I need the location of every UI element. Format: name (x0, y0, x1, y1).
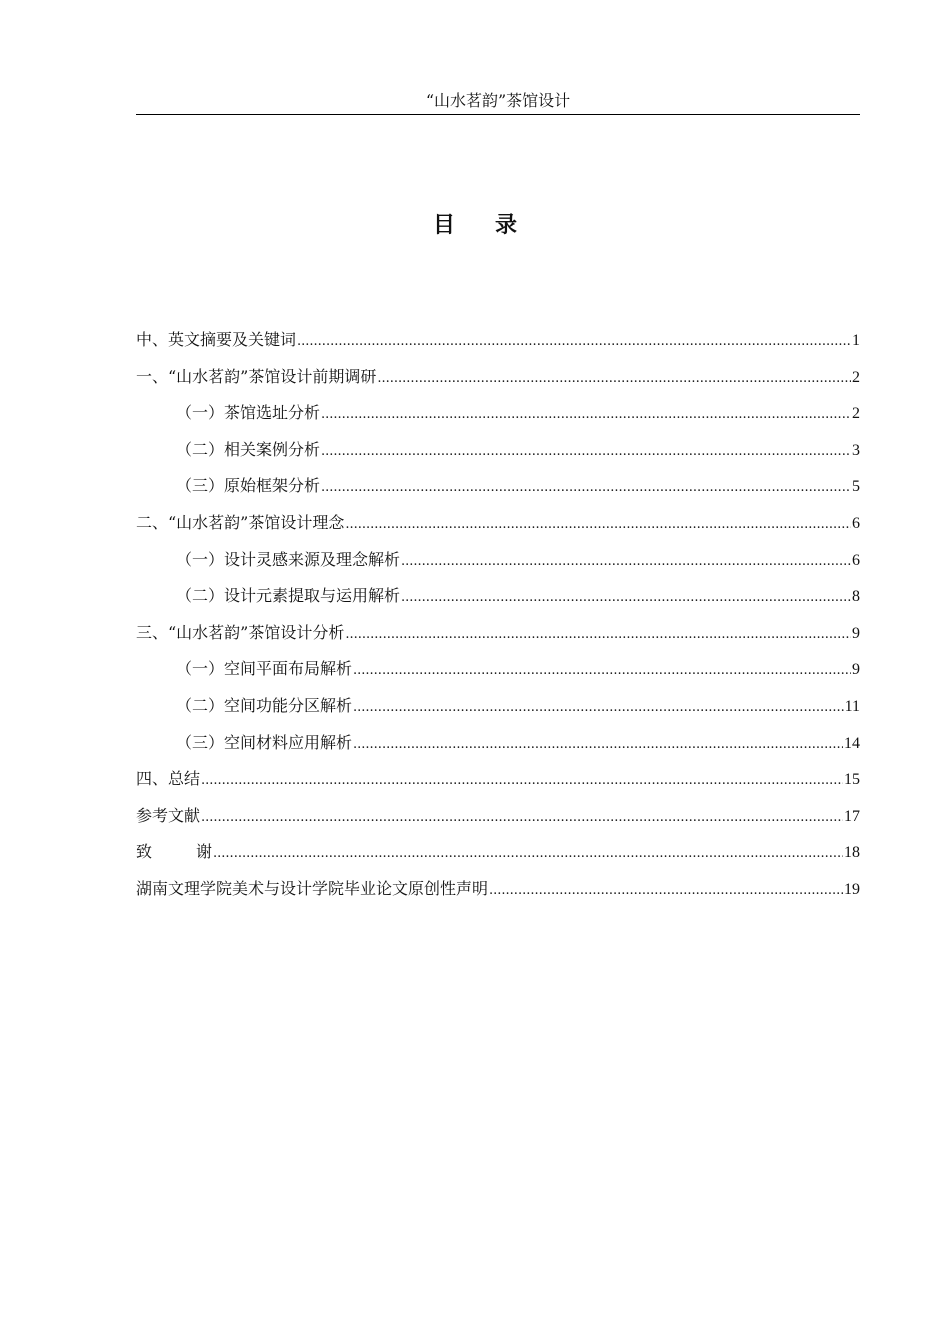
toc-entry-chapter-1[interactable] (136, 359, 860, 396)
toc-entry-page: 15 (844, 771, 860, 789)
toc-entry-label: （一）设计灵感来源及理念解析 (176, 549, 401, 569)
toc-entry-2-1[interactable] (136, 542, 860, 579)
toc-entry-label: （二）相关案例分析 (176, 439, 321, 459)
dot-leader (377, 359, 851, 395)
dot-leader (345, 615, 851, 651)
dot-leader (353, 725, 843, 761)
dot-leader (401, 578, 851, 614)
toc-entry-page: 5 (852, 478, 860, 496)
toc-entry-chapter-2[interactable] (136, 505, 860, 542)
toc-entry-label: （三）空间材料应用解析 (176, 732, 353, 752)
dot-leader (297, 322, 851, 358)
dot-leader (321, 432, 851, 468)
toc-entry-label: （一）空间平面布局解析 (176, 659, 353, 679)
toc-entry-2-2[interactable] (136, 578, 860, 615)
toc-entry-1-2[interactable] (136, 432, 860, 469)
dot-leader (353, 688, 844, 724)
toc-entry-1-1[interactable] (136, 395, 860, 432)
toc-entry-label: 二、“山水茗韵”茶馆设计理念 (136, 512, 345, 532)
toc-entry-label: （三）原始框架分析 (176, 476, 321, 496)
toc-entry-page: 17 (844, 807, 860, 825)
dot-leader (213, 834, 843, 870)
page-header (136, 88, 860, 115)
toc-entry-3-3[interactable] (136, 725, 860, 762)
toc-entry-label-char-1: 致 (136, 842, 153, 862)
toc-entry-page: 3 (852, 441, 860, 459)
toc-entry-3-2[interactable] (136, 688, 860, 725)
toc-entry-page: 2 (852, 405, 860, 423)
toc-entry-page: 19 (844, 880, 860, 898)
toc-entry-conclusion[interactable] (136, 761, 860, 798)
toc-entry-page: 6 (852, 551, 860, 569)
toc-title-char-1: 目 (432, 212, 455, 238)
toc-entry-label: 一、“山水茗韵”茶馆设计前期调研 (136, 366, 377, 386)
toc-entry-label: 三、“山水茗韵”茶馆设计分析 (136, 622, 345, 642)
toc-entry-label: 湖南文理学院美术与设计学院毕业论文原创性声明 (136, 878, 489, 898)
toc-entry-page: 8 (852, 588, 860, 606)
toc-entry-label (136, 834, 212, 870)
toc-entry-page: 6 (852, 514, 860, 532)
toc-entry-chapter-3[interactable] (136, 615, 860, 652)
toc-entry-label-char-2: 谢 (196, 842, 213, 862)
dot-leader (321, 395, 851, 431)
dot-leader (401, 542, 851, 578)
toc-title-char-2: 录 (495, 212, 518, 238)
dot-leader (353, 651, 851, 687)
dot-leader (201, 798, 843, 834)
toc-entry-acknowledgements[interactable] (136, 834, 860, 871)
toc-entry-page: 2 (852, 368, 860, 386)
dot-leader (321, 468, 851, 504)
dot-leader (489, 871, 843, 907)
header-title: “山水茗韵”茶馆设计 (425, 91, 571, 110)
toc-entry-page: 11 (844, 697, 860, 715)
toc-entry-page: 9 (852, 661, 860, 679)
toc-list (136, 322, 860, 908)
toc-entry-label: （二）空间功能分区解析 (176, 695, 353, 715)
toc-entry-page: 18 (844, 844, 860, 862)
toc-entry-label: （一）茶馆选址分析 (176, 403, 321, 423)
toc-entry-references[interactable] (136, 798, 860, 835)
toc-entry-1-3[interactable] (136, 468, 860, 505)
toc-entry-page: 1 (852, 332, 860, 349)
dot-leader (345, 505, 851, 541)
toc-entry-label: 四、总结 (136, 769, 201, 789)
dot-leader (201, 761, 843, 797)
toc-entry-label: 中、英文摘要及关键词 (136, 330, 297, 349)
toc-title (0, 208, 950, 242)
toc-entry-page: 9 (852, 624, 860, 642)
toc-entry-page: 14 (844, 734, 860, 752)
toc-entry-label: 参考文献 (136, 805, 201, 825)
toc-entry-abstract[interactable] (136, 322, 860, 359)
toc-entry-3-1[interactable] (136, 651, 860, 688)
toc-entry-label: （二）设计元素提取与运用解析 (176, 586, 401, 606)
toc-entry-declaration[interactable] (136, 871, 860, 908)
